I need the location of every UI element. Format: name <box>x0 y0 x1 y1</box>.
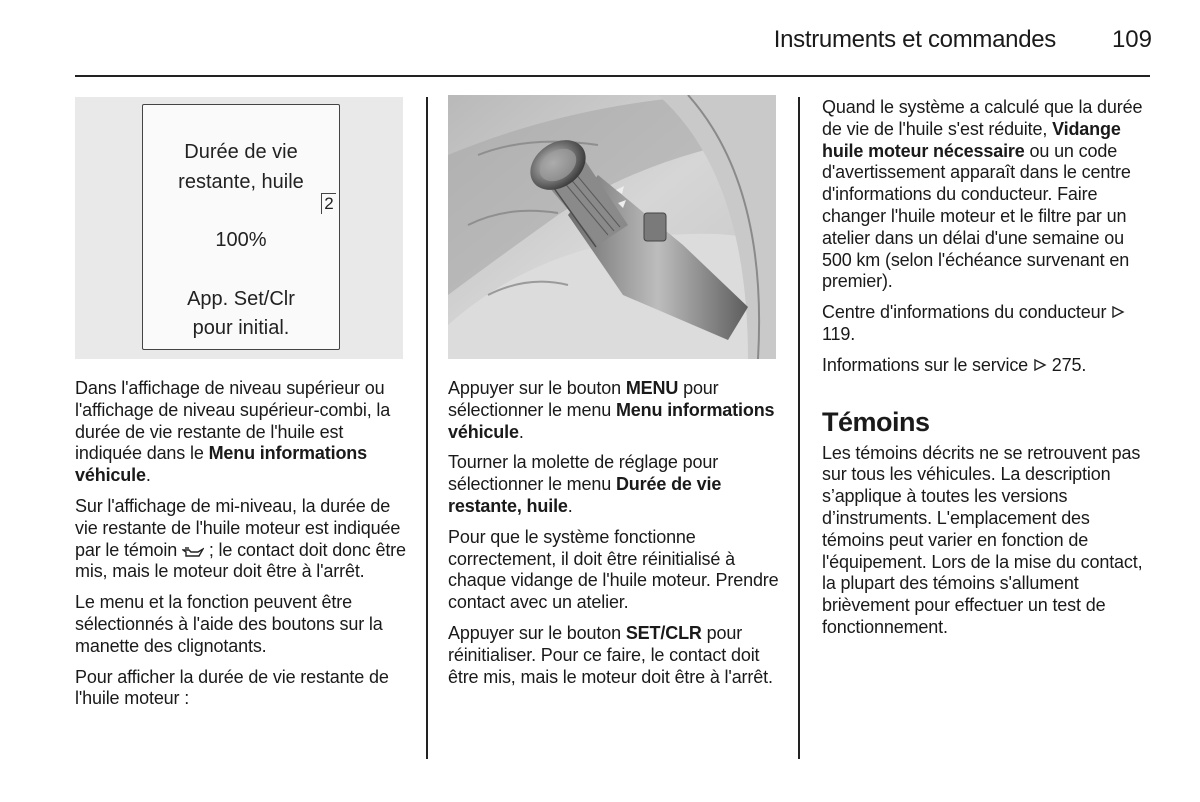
message-reference: Vidange huile moteur nécessaire <box>822 118 1121 161</box>
info-display-screen <box>142 104 340 350</box>
paragraph <box>822 97 1154 293</box>
page-number: 109 <box>1111 26 1152 53</box>
section-heading: Témoins <box>822 406 930 437</box>
column-1 <box>75 378 410 719</box>
text: . <box>518 421 524 442</box>
paragraph: Le menu et la fonction peuvent être sélectionnés à l'aide des boutons sur la manette des clignotants. <box>75 592 383 656</box>
running-header-title: Instruments et commandes <box>773 26 1056 53</box>
text: ; le contact doit donc être mis, mais le moteur doit être à l'arrêt. <box>75 539 406 582</box>
paragraph: Pour que le système fonctionne correctement, il doit être réinitialisé à chaque vidange de l'huile moteur. Prendre contact avec un atelier. <box>448 526 779 613</box>
cross-reference-arrow-icon <box>1111 305 1125 319</box>
display-line-3: App. Set/Clr <box>187 288 295 310</box>
column-2 <box>448 378 783 697</box>
paragraph <box>822 355 1154 377</box>
text: Centre d'informations du conducteur <box>822 302 1112 323</box>
menu-reference: Menu informations véhicule <box>448 399 775 442</box>
text: Appuyer sur le bouton <box>448 622 626 643</box>
text: Quand le système a calculé que la durée de vie de l'huile s'est réduite, <box>822 97 1143 139</box>
turn-signal-lever-photo <box>448 95 776 359</box>
paragraph <box>75 378 410 487</box>
text: pour sélectionner le menu <box>448 378 719 420</box>
text: . <box>1081 354 1087 375</box>
text: . <box>145 465 151 486</box>
paragraph <box>822 302 1154 346</box>
menu-reference: Menu informations véhicule <box>75 443 368 486</box>
display-line-4: pour initial. <box>192 317 290 339</box>
column-3 <box>822 97 1154 648</box>
paragraph <box>75 496 410 583</box>
paragraph <box>448 378 783 443</box>
paragraph: Les témoins décrits ne se retrouvent pas sur tous les véhicules. La description s’applique à toutes les versions d’instruments. L'emplacement des témoins peut varier en fonction de l'équipement. Lors de la mise du contact, la plupart des témoins s'allument brièvement pour effectuer un test de fonctionnement. <box>822 442 1143 637</box>
menu-reference: Durée de vie restante, huile <box>448 474 722 516</box>
column-divider-1 <box>426 97 428 759</box>
column-divider-2 <box>798 97 800 759</box>
paragraph <box>448 623 783 688</box>
display-line-1: Durée de vie <box>184 141 298 163</box>
display-line-2: restante, huile <box>178 171 304 193</box>
text: Tourner la molette de réglage pour sélectionner le menu <box>448 452 719 495</box>
text: . <box>850 323 856 344</box>
button-reference: SET/CLR <box>625 622 702 643</box>
button-reference: MENU <box>625 378 679 398</box>
paragraph: Pour afficher la durée de vie restante de l'huile moteur : <box>75 666 389 709</box>
text: Informations sur le service <box>822 354 1033 375</box>
text: . <box>567 495 573 516</box>
text: Sur l'affichage de mi-niveau, la durée de vie restante de l'huile moteur est indiquée par le témoin <box>75 495 401 560</box>
text: Dans l'affichage de niveau supérieur ou l'affichage de niveau supérieur-combi, la durée de vie restante de l'huile est indiquée dans le <box>75 378 391 464</box>
header-rule <box>75 75 1150 77</box>
display-value: 100% <box>215 229 267 251</box>
display-index: 2 <box>321 193 336 214</box>
cross-reference-arrow-icon <box>1033 358 1047 372</box>
text: pour réinitialiser. Pour ce faire, le contact doit être mis, mais le moteur doit être à l'arrêt. <box>448 622 773 687</box>
paragraph <box>448 452 783 517</box>
page-reference[interactable]: 275 <box>1051 354 1082 375</box>
page-reference[interactable]: 119 <box>822 323 851 344</box>
text: ou un code d'avertissement apparaît dans le centre d'informations du conducteur. Faire changer l'huile moteur et le filtre par un atelier dans un délai d'une semaine ou 500 km (selon l'échéance survenant en premier). <box>822 140 1131 292</box>
text: Appuyer sur le bouton <box>448 378 626 398</box>
oil-can-icon <box>182 546 204 558</box>
